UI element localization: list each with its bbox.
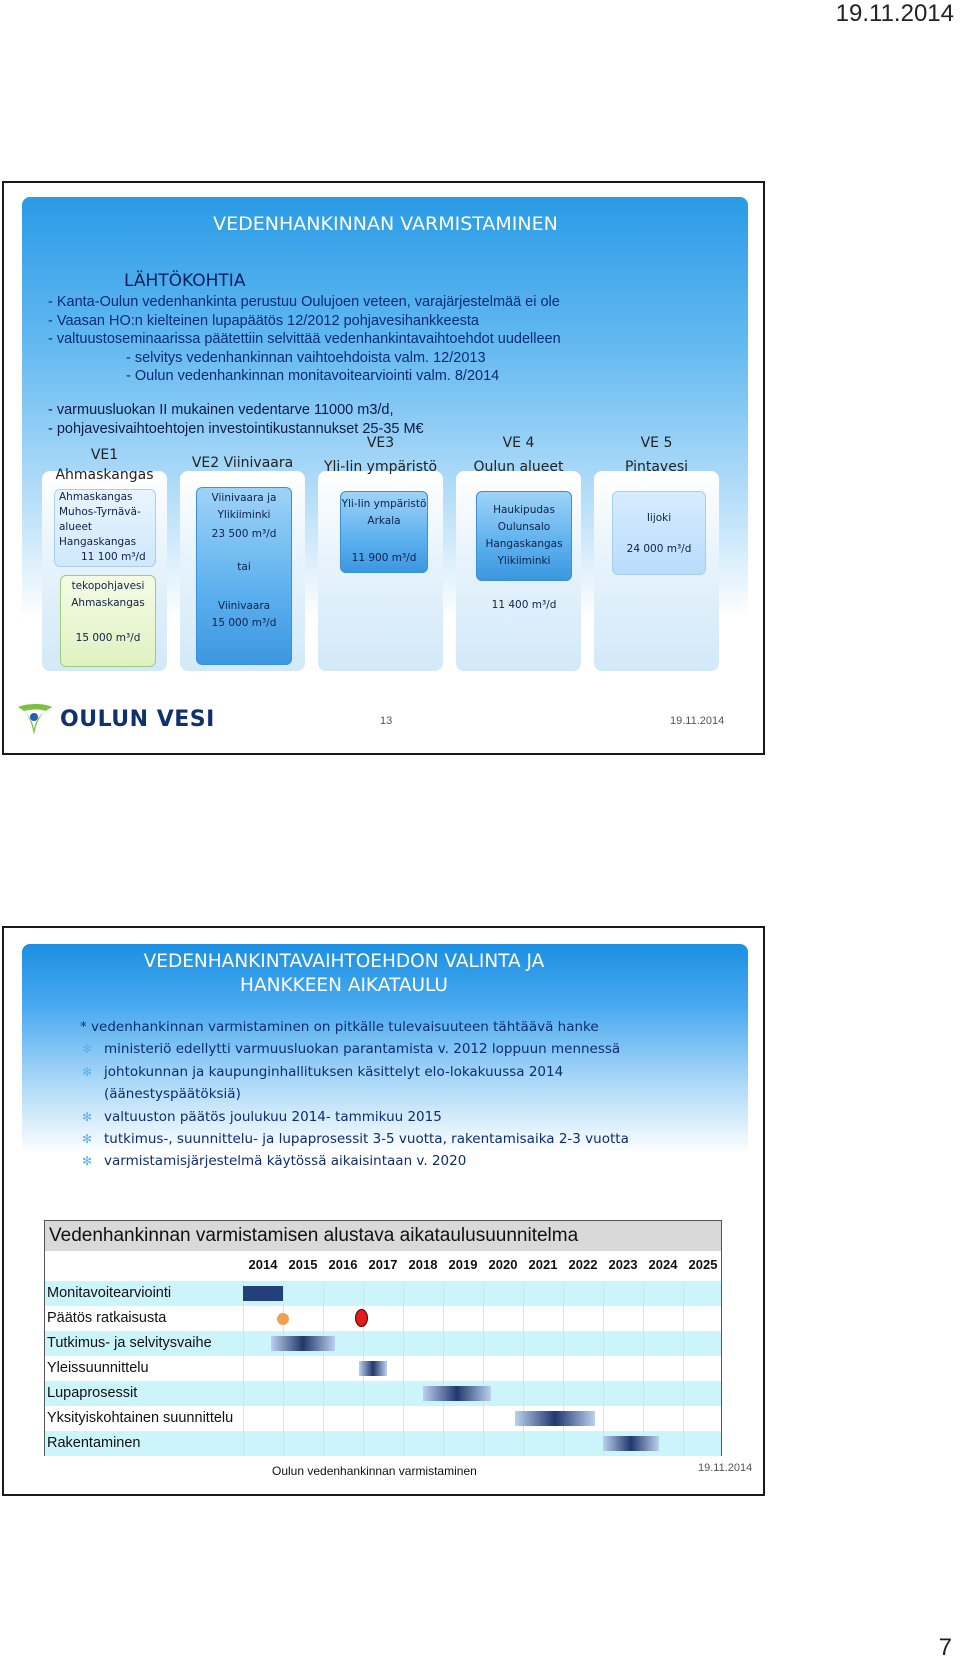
list-item [82, 1083, 629, 1105]
gantt-row [45, 1331, 721, 1356]
gantt-cell [643, 1406, 683, 1431]
gantt-cell [403, 1281, 443, 1306]
gantt-cell [363, 1406, 403, 1431]
box-line: Oulunsalo [497, 521, 551, 533]
gantt-cell [603, 1356, 643, 1381]
gantt-cell [523, 1356, 563, 1381]
gantt-cell [563, 1281, 603, 1306]
gantt-year-label: 2025 [688, 1257, 718, 1272]
gantt-cell [243, 1356, 283, 1381]
gantt-cell [443, 1306, 483, 1331]
gantt-cell [603, 1406, 643, 1431]
gantt-year-label: 2016 [328, 1257, 358, 1272]
oulun-vesi-logo [14, 699, 215, 739]
title-line: HANKKEEN AIKATAULU [240, 975, 448, 996]
gantt-year-label: 2017 [368, 1257, 398, 1272]
gantt-cell [683, 1281, 723, 1306]
list-item-text: tutkimus-, suunnittelu- ja lupaprosessit 3-5 vuotta, rakentamisaika 2-3 vuotta [104, 1131, 629, 1148]
gantt-cell [363, 1381, 403, 1406]
list-item [82, 1061, 629, 1083]
gantt-cell [443, 1356, 483, 1381]
gantt-cell [523, 1431, 563, 1456]
slide1-title: VEDENHANKINNAN VARMISTAMINEN [213, 213, 558, 235]
gantt-cell [443, 1281, 483, 1306]
list-item: - pohjavesivaihtoehtojen investointikustannukset 25-35 M€ [48, 421, 424, 437]
gantt-cell [563, 1431, 603, 1456]
list-item: - Vaasan HO:n kielteinen lupapäätös 12/2012 pohjavesihankkeesta [48, 312, 479, 329]
gantt-cell [483, 1331, 523, 1356]
gantt-year-label: 2023 [608, 1257, 638, 1272]
gantt-row-label: Lupaprosessit [47, 1385, 138, 1401]
gantt-cell [363, 1331, 403, 1356]
slide-date: 19.11.2014 [670, 715, 725, 727]
gantt-cell [403, 1406, 443, 1431]
gantt-cell [283, 1381, 323, 1406]
gantt-cell [403, 1306, 443, 1331]
gantt-bar [243, 1286, 283, 1301]
gantt-row-label: Yleissuunnittelu [47, 1360, 149, 1376]
list-item [82, 1038, 629, 1060]
gantt-cell [643, 1281, 683, 1306]
gantt-bar [515, 1411, 595, 1426]
box-line: Iijoki [646, 512, 672, 524]
water-drop-logo-icon [14, 701, 54, 737]
gantt-cell [563, 1381, 603, 1406]
list-item [82, 1106, 629, 1128]
gantt-cell [483, 1306, 523, 1331]
gantt-cell [363, 1306, 403, 1331]
box-line: tekopohjavesi [71, 580, 145, 592]
gantt-cell [323, 1431, 363, 1456]
gantt-row-label: Päätös ratkaisusta [47, 1310, 167, 1326]
gantt-cell [643, 1331, 683, 1356]
gantt-cell [363, 1281, 403, 1306]
gantt-cell [483, 1281, 523, 1306]
gantt-cell [523, 1331, 563, 1356]
option-ve3-code: VE3 [366, 435, 395, 451]
option-ve5-box [612, 491, 706, 575]
option-ve1-name: Ahmaskangas [55, 467, 154, 483]
lead-item: * vedenhankinnan varmistaminen on pitkälle tulevaisuuteen tähtäävä hanke [80, 1019, 599, 1035]
box-line: Arkala [367, 515, 401, 527]
gantt-cell [523, 1281, 563, 1306]
box-line: alueet [59, 521, 93, 533]
gantt-bar [603, 1436, 659, 1451]
gantt-bar [423, 1386, 491, 1401]
gantt-row-label: Yksityiskohtainen suunnittelu [47, 1410, 234, 1426]
box-line: 23 500 m³/d [211, 528, 277, 540]
gantt-cell [243, 1381, 283, 1406]
box-line: Yli-Iin ympäristö [341, 498, 427, 510]
gantt-milestone [277, 1313, 289, 1325]
gantt-cell [443, 1431, 483, 1456]
gantt-cell [403, 1331, 443, 1356]
gantt-cell [683, 1431, 723, 1456]
gantt-cell [283, 1356, 323, 1381]
gantt-cell [323, 1281, 363, 1306]
gantt-cell [643, 1381, 683, 1406]
gantt-year-label: 2015 [288, 1257, 318, 1272]
option-ve1-groundwater-box [54, 489, 156, 567]
list-item [82, 1128, 629, 1150]
gantt-milestone [355, 1309, 368, 1327]
option-ve2-box [196, 487, 292, 665]
gantt-row [45, 1406, 721, 1431]
gantt-row-label: Rakentaminen [47, 1435, 141, 1451]
slide1-subtitle: LÄHTÖKOHTIA [124, 271, 246, 291]
list-item-text: varmistamisjärjestelmä käytössä aikaisintaan v. 2020 [104, 1153, 467, 1170]
box-line: Ylikiiminki [217, 509, 271, 521]
box-line: Ahmaskangas [71, 597, 145, 609]
gantt-row [45, 1356, 721, 1381]
option-ve4-name: Oulun alueet [473, 459, 564, 475]
gantt-year-label: 2018 [408, 1257, 438, 1272]
option-ve5-code: VE 5 [640, 435, 673, 451]
gantt-cell [683, 1356, 723, 1381]
gantt-cell [283, 1306, 323, 1331]
gantt-row-label: Monitavoitearviointi [47, 1285, 172, 1301]
page-date: 19.11.2014 [835, 0, 954, 27]
box-line: tai [237, 561, 251, 573]
gantt-year-label: 2019 [448, 1257, 478, 1272]
list-item: - Kanta-Oulun vedenhankinta perustuu Oulujoen veteen, varajärjestelmää ei ole [48, 294, 560, 310]
gantt-cell [283, 1431, 323, 1456]
gantt-row [45, 1431, 721, 1456]
list-item: - varmuusluokan II mukainen vedentarve 11000 m3/d, [48, 402, 394, 418]
option-ve1 [42, 447, 167, 671]
logo-text: OULUN VESI [60, 706, 215, 732]
gantt-cell [643, 1306, 683, 1331]
gantt-cell [403, 1356, 443, 1381]
gantt-cell [523, 1381, 563, 1406]
gantt-cell [403, 1431, 443, 1456]
option-ve1-artificial-box [60, 575, 156, 667]
box-line: 24 000 m³/d [626, 543, 692, 555]
slide-vedenhankinnan-varmistaminen [2, 181, 765, 755]
list-item-text: valtuuston päätös joulukuu 2014- tammikuu 2015 [104, 1108, 442, 1125]
slide-number: 13 [380, 715, 393, 727]
gantt-cell [603, 1306, 643, 1331]
schedule-gantt-chart [44, 1220, 722, 1456]
gantt-year-label: 2014 [248, 1257, 278, 1272]
asterisk-bullet-icon: ✻ [82, 1064, 93, 1079]
option-ve4 [456, 435, 581, 671]
option-ve2-name: VE2 Viinivaara [191, 455, 294, 471]
gantt-cell [603, 1281, 643, 1306]
gantt-row [45, 1381, 721, 1406]
gantt-cell [243, 1431, 283, 1456]
option-ve5-name: Pintavesi [624, 459, 689, 475]
gantt-cell [323, 1356, 363, 1381]
list-item-text: johtokunnan ja kaupunginhallituksen käsittelyt elo-lokakuussa 2014 [104, 1063, 564, 1080]
slide2-footer-text: Oulun vedenhankinnan varmistaminen [272, 1464, 477, 1478]
box-line: 11 100 m³/d [81, 551, 146, 563]
box-line: Viinivaara ja [211, 492, 277, 504]
gantt-cell [443, 1331, 483, 1356]
box-line: 11 900 m³/d [351, 552, 417, 564]
gantt-row-label: Tutkimus- ja selvitysvaihe [47, 1335, 212, 1351]
gantt-cell [363, 1431, 403, 1456]
box-line: Viinivaara [217, 600, 271, 612]
box-line: Ahmaskangas [59, 491, 133, 503]
gantt-year-label: 2020 [488, 1257, 518, 1272]
gantt-cell [563, 1331, 603, 1356]
gantt-title: Vedenhankinnan varmistamisen alustava aikataulusuunnitelma [45, 1221, 721, 1251]
list-item: - Oulun vedenhankinnan monitavoitearviointi valm. 8/2014 [126, 368, 500, 384]
asterisk-bullet-icon: ✻ [82, 1132, 93, 1147]
title-line: VEDENHANKINTAVAIHTOEHDON VALINTA JA [143, 951, 545, 972]
slide1-background-list [48, 293, 561, 386]
option-ve5 [594, 435, 719, 671]
list-item [82, 1150, 629, 1172]
gantt-bar [359, 1361, 387, 1376]
gantt-cell [283, 1281, 323, 1306]
gantt-row [45, 1281, 721, 1306]
box-line: 15 000 m³/d [211, 617, 277, 629]
gantt-cell [683, 1306, 723, 1331]
option-ve1-code: VE1 [90, 447, 119, 463]
box-line: 15 000 m³/d [75, 632, 141, 644]
list-item: - valtuustoseminaarissa päätettiin selvittää vedenhankintavaihtoehdot uudelleen [48, 331, 561, 347]
gantt-year-header [45, 1257, 721, 1279]
box-line: Muhos-Tyrnävä- [59, 506, 141, 518]
box-line: Hangaskangas [485, 538, 563, 550]
gantt-cell [603, 1381, 643, 1406]
bullet-spacer [82, 1083, 104, 1105]
gantt-cell [683, 1331, 723, 1356]
asterisk-bullet-icon: ✻ [82, 1109, 93, 1124]
gantt-cell [683, 1381, 723, 1406]
asterisk-bullet-icon: ✻ [82, 1154, 93, 1169]
slide2-title [134, 950, 554, 998]
option-ve2 [180, 455, 305, 671]
gantt-cell [443, 1406, 483, 1431]
option-ve3-box [340, 491, 428, 573]
gantt-cell [523, 1306, 563, 1331]
gantt-cell [483, 1356, 523, 1381]
gantt-year-label: 2021 [528, 1257, 558, 1272]
gantt-cell [323, 1381, 363, 1406]
option-ve3-name: Yli-Iin ympäristö [323, 459, 438, 475]
gantt-year-label: 2024 [648, 1257, 678, 1272]
slide2-footer-date: 19.11.2014 [698, 1462, 753, 1474]
page-number: 7 [938, 1634, 952, 1661]
slide2-bullet-list [82, 1016, 629, 1173]
box-line: Haukipudas [493, 504, 555, 516]
gantt-year-label: 2022 [568, 1257, 598, 1272]
gantt-cell [563, 1356, 603, 1381]
list-item-text: (äänestyspäätöksiä) [104, 1086, 241, 1103]
list-item-text: ministeriö edellytti varmuusluokan parantamista v. 2012 loppuun mennessä [104, 1041, 621, 1058]
gantt-cell [683, 1406, 723, 1431]
gantt-cell [643, 1356, 683, 1381]
gantt-cell [283, 1406, 323, 1431]
box-line: Ylikiiminki [497, 555, 551, 567]
box-line: Hangaskangas [59, 536, 137, 548]
option-ve3 [318, 435, 443, 671]
gantt-cell [243, 1406, 283, 1431]
option-ve4-box [476, 491, 572, 581]
gantt-bar [271, 1336, 335, 1351]
option-ve4-code: VE 4 [502, 435, 535, 451]
gantt-cell [323, 1406, 363, 1431]
gantt-cell [563, 1306, 603, 1331]
gantt-cell [483, 1431, 523, 1456]
list-item: - selvitys vedenhankinnan vaihtoehdoista valm. 12/2013 [126, 349, 486, 366]
gantt-cell [603, 1331, 643, 1356]
gantt-row [45, 1306, 721, 1331]
option-ve4-capacity: 11 400 m³/d [491, 599, 557, 611]
asterisk-bullet-icon: ✻ [82, 1042, 93, 1057]
